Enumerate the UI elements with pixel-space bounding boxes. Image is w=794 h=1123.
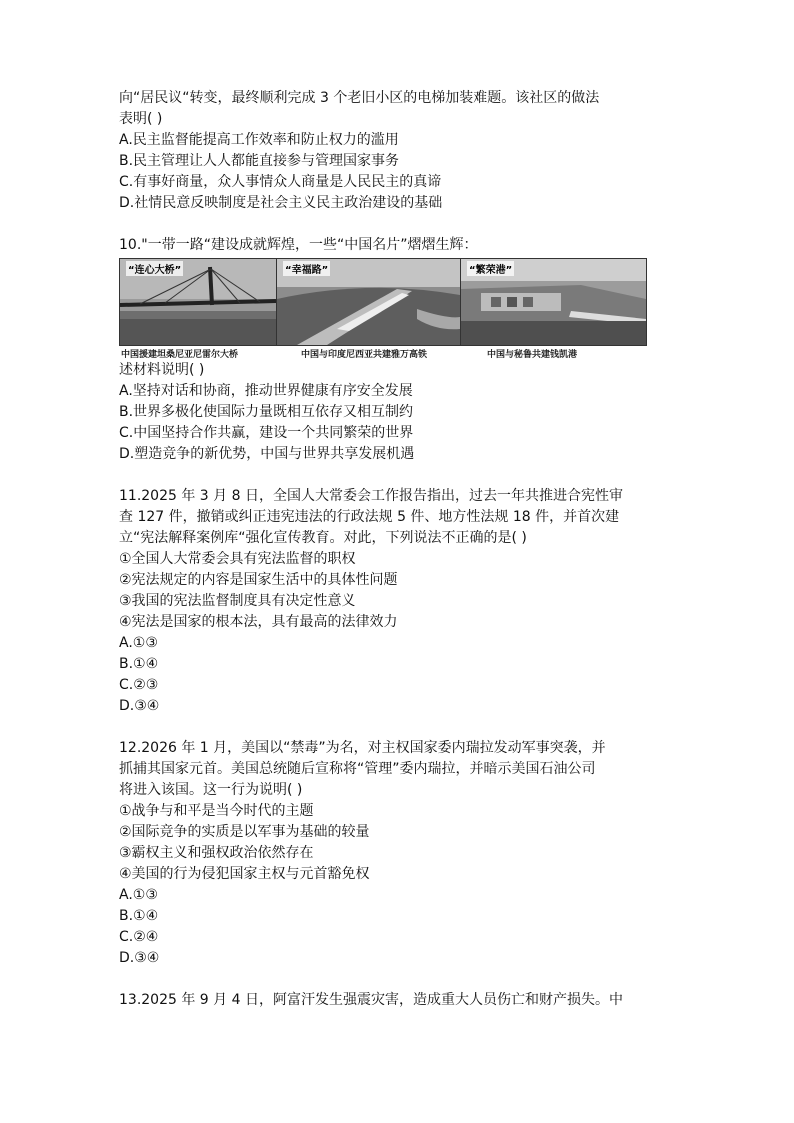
question-9 xyxy=(119,88,679,214)
port-photo xyxy=(460,258,647,346)
railway-tag: “幸福路” xyxy=(283,261,330,276)
q12-item-2: ②国际竞争的实质是以军事为基础的较量 xyxy=(119,824,370,840)
q9-option-a: A.民主监督能提高工作效率和防止权力的滥用 xyxy=(119,132,399,148)
question-12 xyxy=(119,738,679,969)
question-content xyxy=(119,88,679,1011)
question-11 xyxy=(119,486,679,717)
question-13 xyxy=(119,990,679,1011)
q12-item-1: ①战争与和平是当今时代的主题 xyxy=(119,803,314,819)
q11-option-a: A.①③ xyxy=(119,635,158,651)
bridge-photo xyxy=(119,258,277,346)
q10-option-b: B.世界多极化使国际力量既相互依存又相互制约 xyxy=(119,404,414,420)
question-10 xyxy=(119,235,679,465)
railway-photo xyxy=(276,258,461,346)
q12-option-c: C.②④ xyxy=(119,929,159,945)
q11-stem-line-3: 立“宪法解释案例库“强化宣传教育。对此，下列说法不正确的是( ) xyxy=(119,530,527,546)
q12-option-b: B.①④ xyxy=(119,908,159,924)
q9-option-d: D.社情民意反映制度是社会主义民主政治建设的基础 xyxy=(119,195,443,211)
q12-option-a: A.①③ xyxy=(119,887,158,903)
bridge-caption: 中国援建坦桑尼亚尼雷尔大桥 xyxy=(121,350,239,360)
q12-item-3: ③霸权主义和强权政治依然存在 xyxy=(119,845,314,861)
q10-option-a: A.坚持对话和协商，推动世界健康有序安全发展 xyxy=(119,383,413,399)
q10-after-text: 述材料说明( ) xyxy=(119,362,205,378)
q11-stem-line-1: 11.2025 年 3 月 8 日，全国人大常委会工作报告指出，过去一年共推进合宪性审 xyxy=(119,488,623,504)
q11-item-1: ①全国人大常委会具有宪法监督的职权 xyxy=(119,551,356,567)
q11-option-c: C.②③ xyxy=(119,677,159,693)
q12-option-d: D.③④ xyxy=(119,950,160,966)
q11-item-3: ③我国的宪法监督制度具有决定性意义 xyxy=(119,593,356,609)
q10-option-d: D.塑造竞争的新优势，中国与世界共享发展机遇 xyxy=(119,446,415,462)
q10-stem: 10."一带一路“建设成就辉煌，一些“中国名片”熠熠生辉： xyxy=(119,237,478,253)
q12-stem-line-3: 将进入该国。这一行为说明( ) xyxy=(119,782,303,798)
q12-item-4: ④美国的行为侵犯国家主权与元首豁免权 xyxy=(119,866,370,882)
railway-caption: 中国与印度尼西亚共建雅万高铁 xyxy=(301,350,428,360)
bridge-tag: “连心大桥” xyxy=(126,261,183,276)
q11-option-d: D.③④ xyxy=(119,698,160,714)
q10-option-c: C.中国坚持合作共赢，建设一个共同繁荣的世界 xyxy=(119,425,414,441)
q9-stem-line-2: 表明( ) xyxy=(119,111,163,127)
q13-stem: 13.2025 年 9 月 4 日，阿富汗发生强震灾害，造成重大人员伤亡和财产损失。中 xyxy=(119,992,623,1008)
q11-item-2: ②宪法规定的内容是国家生活中的具体性问题 xyxy=(119,572,398,588)
q9-option-c: C.有事好商量，众人事情众人商量是人民民主的真谛 xyxy=(119,174,442,190)
q11-item-4: ④宪法是国家的根本法，具有最高的法律效力 xyxy=(119,614,398,630)
q10-image-strip xyxy=(119,258,647,360)
q11-stem-line-2: 查 127 件，撤销或纠正违宪违法的行政法规 5 件、地方性法规 18 件，并首次建 xyxy=(119,509,620,525)
q12-stem-line-1: 12.2026 年 1 月，美国以“禁毒”为名，对主权国家委内瑞拉发动军事突袭，并 xyxy=(119,740,606,756)
q12-stem-line-2: 抓捕其国家元首。美国总统随后宣称将“管理”委内瑞拉，并暗示美国石油公司 xyxy=(119,761,596,777)
port-caption: 中国与秘鲁共建钱凯港 xyxy=(487,350,578,360)
q9-stem-line-1: 向“居民议“转变，最终顺利完成 3 个老旧小区的电梯加装难题。该社区的做法 xyxy=(119,90,600,106)
q9-option-b: B.民主管理让人人都能直接参与管理国家事务 xyxy=(119,153,400,169)
port-tag: “繁荣港” xyxy=(467,261,514,276)
q11-option-b: B.①④ xyxy=(119,656,159,672)
